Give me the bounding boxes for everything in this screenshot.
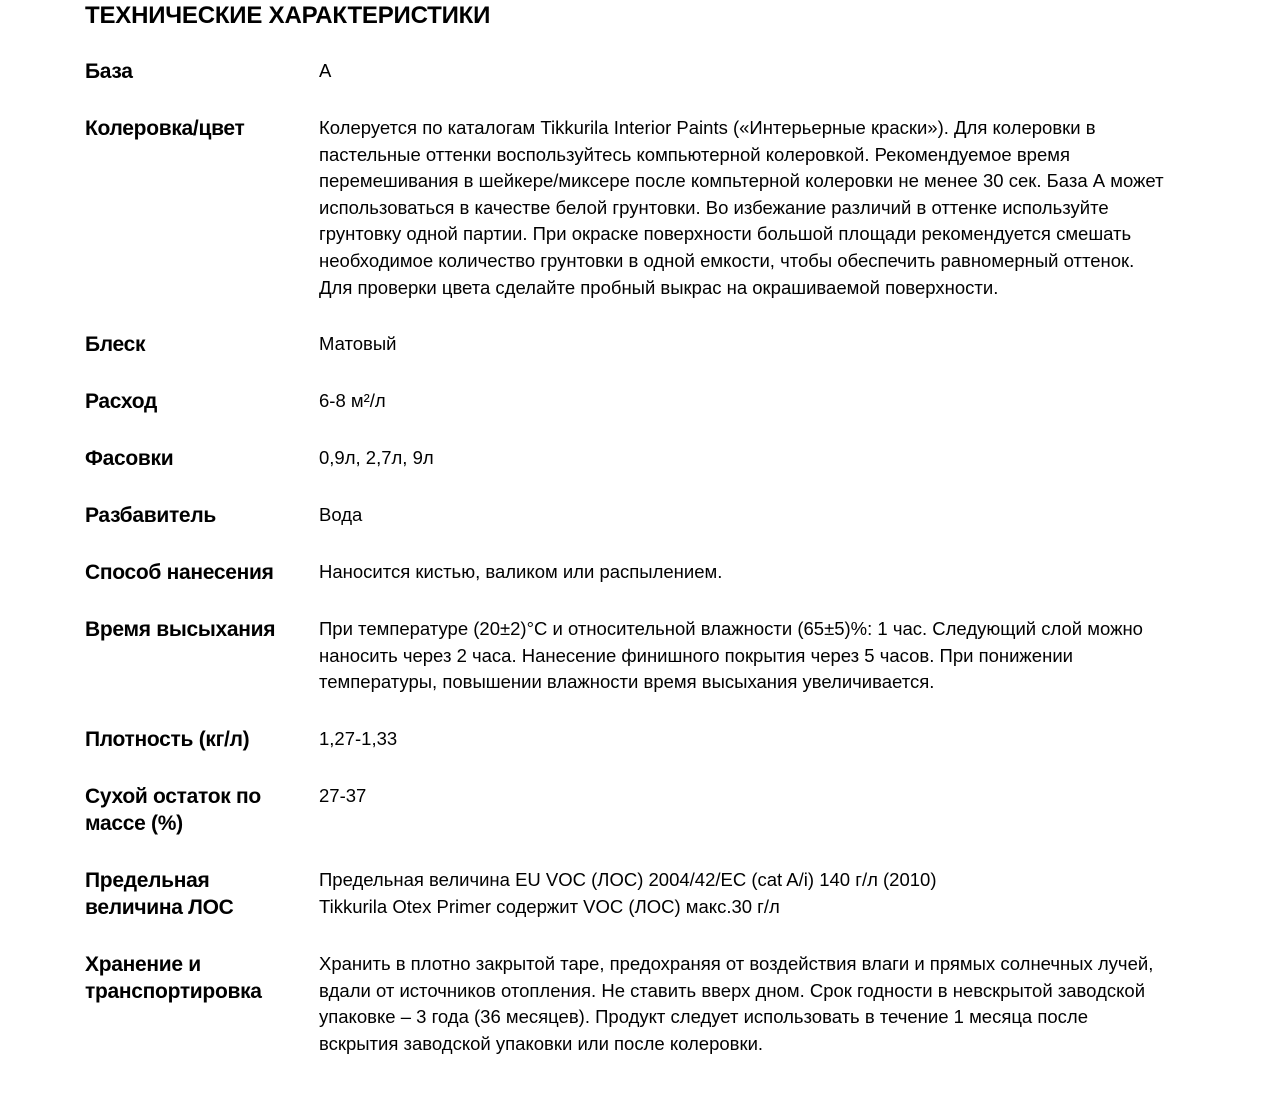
spec-row-base <box>85 58 1195 85</box>
spec-label: Сухой остаток по массе (%) <box>85 784 261 835</box>
spec-label: Разбавитель <box>85 504 216 528</box>
spec-row-application <box>85 559 1195 586</box>
spec-value: Вода <box>319 504 363 526</box>
spec-value: Колеруется по каталогам Tikkurila Interior Paints («Интерьерные краски»). Для колеровки в пастельные оттенки воспользуйтесь компьютерной колеровкой. Рекомендуемое время перемешивания в шейкере/миксере после компьтерной колеровки не менее 30 сек. База А может использоваться в качестве белой грунтовки. Во избежание различий в оттенке используйте грунтовку одной партии. При окраске поверхности большой площади рекомендуется смешать необходимое количество грунтовки в одной емкости, чтобы обеспечить равномерный оттенок. Для проверки цвета сделайте пробный выкрас на окрашиваемой поверхности. <box>319 117 1164 298</box>
spec-value: 1,27-1,33 <box>319 727 398 749</box>
spec-row-drying-time <box>85 616 1195 696</box>
spec-value: Предельная величина EU VOC (ЛОС) 2004/42/EC (cat A/i) 140 г/л (2010) Tikkurila Otex Primer содержит VOC (ЛОС) макс.30 г/л <box>319 868 937 917</box>
spec-value: 6-8 м²/л <box>319 390 386 412</box>
spec-list <box>85 58 1195 1057</box>
spec-row-storage <box>85 951 1195 1057</box>
spec-value: 27-37 <box>319 784 367 806</box>
spec-value: Наносится кистью, валиком или распылением. <box>319 561 723 583</box>
tech-spec-document <box>85 0 1195 1087</box>
spec-row-gloss <box>85 331 1195 358</box>
spec-label: Плотность (кг/л) <box>85 727 250 751</box>
spec-value: При температуре (20±2)°С и относительной влажности (65±5)%: 1 час. Следующий слой можно наносить через 2 часа. Нанесение финишного покрытия через 5 часов. При понижении температуры, повышении влажности время высыхания увеличивается. <box>319 618 1143 693</box>
spec-label: Время высыхания <box>85 618 276 642</box>
spec-row-packaging <box>85 445 1195 472</box>
spec-row-consumption <box>85 388 1195 415</box>
spec-label: База <box>85 60 133 83</box>
spec-label: Блеск <box>85 333 146 357</box>
spec-row-thinner <box>85 502 1195 529</box>
spec-value: 0,9л, 2,7л, 9л <box>319 447 434 469</box>
spec-row-dry-residue <box>85 783 1195 837</box>
spec-label: Хранение и транспортировка <box>85 952 262 1003</box>
spec-value: A <box>319 60 332 81</box>
spec-row-density <box>85 726 1195 753</box>
page-title: ТЕХНИЧЕСКИЕ ХАРАКТЕРИСТИКИ <box>85 2 491 29</box>
spec-value: Матовый <box>319 333 397 355</box>
spec-label: Фасовки <box>85 447 174 471</box>
spec-label: Расход <box>85 390 158 414</box>
spec-row-voc-limit <box>85 867 1195 921</box>
spec-row-tinting <box>85 115 1195 301</box>
spec-label: Колеровка/цвет <box>85 117 245 140</box>
spec-label: Предельная величина ЛОС <box>85 868 234 919</box>
spec-value: Хранить в плотно закрытой таре, предохраняя от воздействия влаги и прямых солнечных лучей, вдали от источников отопления. Не ставить вверх дном. Срок годности в невскрытой заводской упаковке – 3 года (36 месяцев). Продукт следует использовать в течение 1 месяца после вскрытия заводской упаковки или после колеровки. <box>319 952 1154 1054</box>
spec-label: Способ нанесения <box>85 561 274 585</box>
